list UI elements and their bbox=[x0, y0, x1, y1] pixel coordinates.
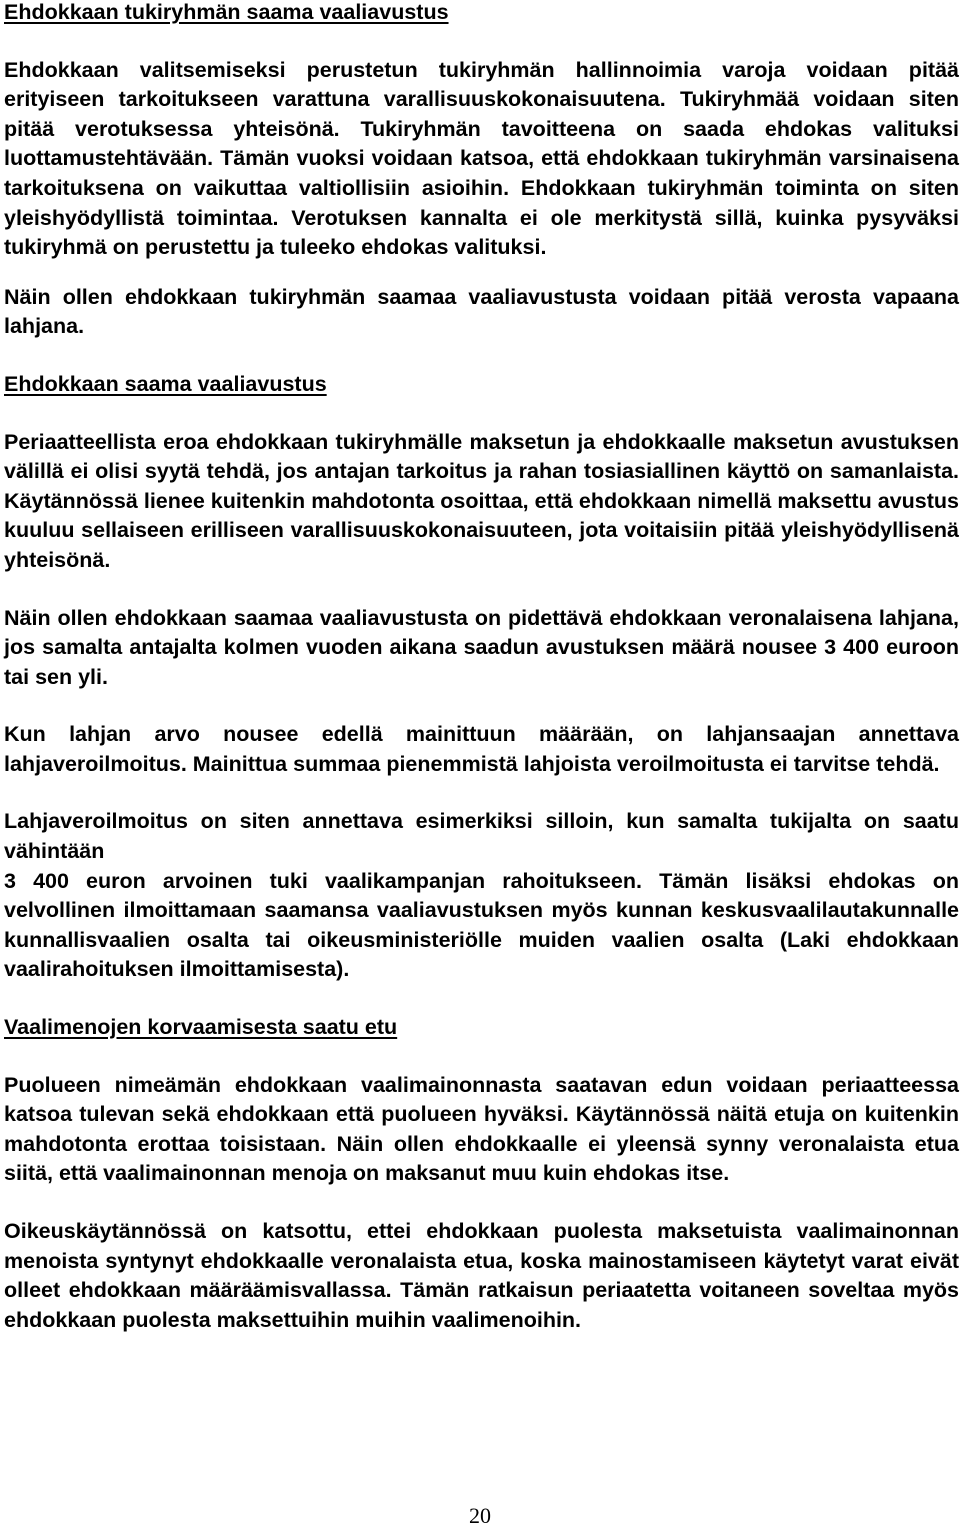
page-number: 20 bbox=[469, 1503, 491, 1528]
paragraph-oikeuskaytanto: Oikeuskäytännössä on katsottu, ettei ehdokkaan puolesta maksetuista vaalimainonnan menoista syntynyt ehdokkaalle veronalaista etua, koska mainostamiseen käytetyt varat eivät olleet ehdokkaan määräämisvallassa. Tämän ratkaisun periaatetta voitaneen soveltaa myös ehdokkaan puolesta maksettuihin muihin vaalimenoihin. bbox=[4, 1219, 959, 1332]
paragraph-periaatteellinen-ero: Periaatteellista eroa ehdokkaan tukiryhmälle maksetun ja ehdokkaalle maksetun avustuksen välillä ei olisi syytä tehdä, jos antajan tarkoitus ja rahan tosiasiallinen käyttö on samanlaista. Käytännössä lienee kuitenkin mahdotonta osoittaa, että ehdokkaan nimellä maksettu avustus kuuluu sellaiseen erilliseen varallisuuskokonaisuuteen, jota voitaisiin pitää yleishyödyllisenä yhteisönä. bbox=[4, 429, 959, 572]
section-heading-vaalimenot: Vaalimenojen korvaamisesta saatu etu bbox=[4, 1015, 398, 1040]
document-body bbox=[4, 0, 959, 1335]
paragraph-tukiryhma-johtopaatos: Näin ollen ehdokkaan tukiryhmän saamaa vaaliavustusta voidaan pitää verosta vapaana lahjana. bbox=[4, 284, 959, 339]
paragraph-veronalainen-lahja: Näin ollen ehdokkaan saamaa vaaliavustusta on pidettävä ehdokkaan veronalaisena lahjana, jos samalta antajalta kolmen vuoden aikana saadun avustuksen määrä nousee 3 400 euroon tai sen yli. bbox=[4, 605, 959, 689]
paragraph-puolueen-vaalimainonta: Puolueen nimeämän ehdokkaan vaalimainonnasta saatavan edun voidaan periaatteessa katsoa tulevan sekä ehdokkaan että puolueen hyväksi. Käytännössä näitä etuja on kuitenkin mahdotonta erottaa toisistaan. Näin ollen ehdokkaalle ei yleensä synny veronalaista etua siitä, että vaalimainonnan menoja on maksanut muu kuin ehdokas itse. bbox=[4, 1072, 959, 1186]
paragraph-esimerkki-intro: Lahjaveroilmoitus on siten annettava esimerkiksi silloin, kun samalta tukijalta on saatu vähintään bbox=[4, 809, 959, 864]
section-heading-tukiryhma: Ehdokkaan tukiryhmän saama vaaliavustus bbox=[4, 0, 449, 24]
paragraph-lahjaveroilmoitus: Kun lahjan arvo nousee edellä mainittuun määrään, on lahjansaajan annettava lahjaveroilmoitus. Mainittua summaa pienemmistä lahjoista veroilmoitusta ei tarvitse tehdä. bbox=[4, 722, 959, 776]
paragraph-esimerkki-jatko: 3 400 euron arvoinen tuki vaalikampanjan rahoitukseen. Tämän lisäksi ehdokas on velvollinen ilmoittamaan saamansa vaaliavustuksen myös kunnan keskusvaalilautakunnalle kunnallisvaalien osalta tai oikeusministeriölle muiden vaalien osalta (Laki ehdokkaan vaalirahoituksen ilmoittamisesta). bbox=[4, 868, 959, 982]
paragraph-tukiryhma-varallisuus: Ehdokkaan valitsemiseksi perustetun tukiryhmän hallinnoimia varoja voidaan pitää erityiseen tarkoitukseen varattuna varallisuuskokonaisuutena. Tukiryhmää voidaan siten pitää verotuksessa yhteisönä. Tukiryhmän tavoitteena on saada ehdokas valituksi luottamustehtävään. Tämän vuoksi voidaan katsoa, että ehdokkaan tukiryhmän varsinaisena tarkoituksena on vaikuttaa valtiollisiin asioihin. Ehdokkaan tukiryhmän toiminta on siten yleishyödyllistä toimintaa. Verotuksen kannalta ei ole merkitystä sillä, kuinka pysyväksi tukiryhmä on perustettu ja tuleeko ehdokas valituksi. bbox=[4, 57, 959, 260]
section-heading-ehdokas: Ehdokkaan saama vaaliavustus bbox=[4, 371, 327, 396]
